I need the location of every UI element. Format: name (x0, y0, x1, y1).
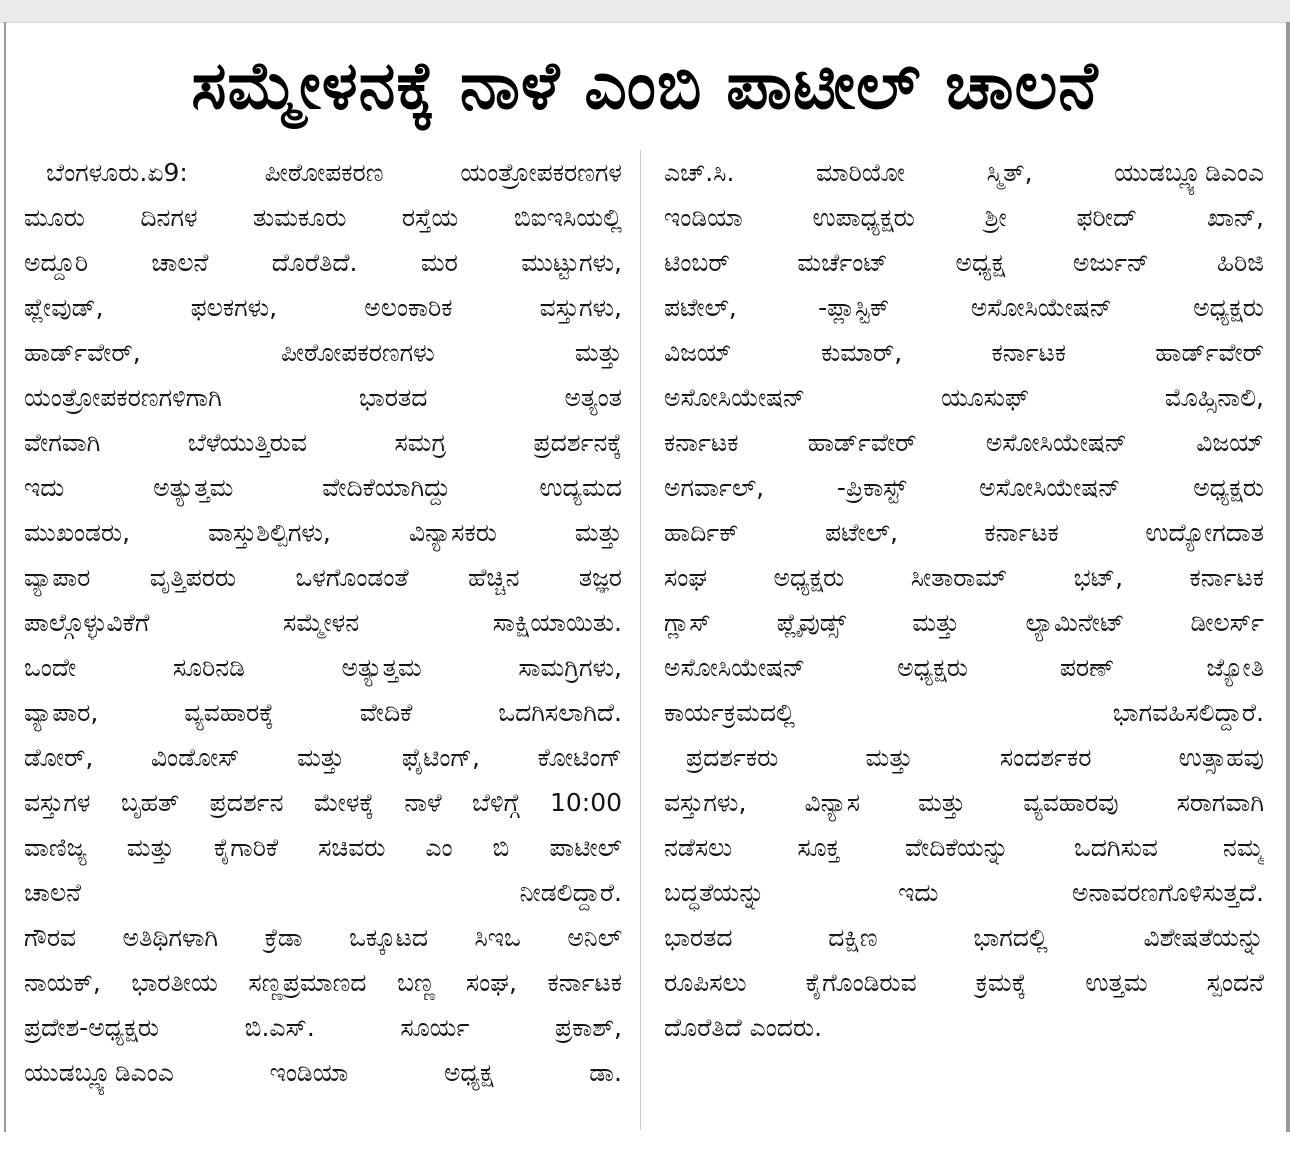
article-line: ಹಾರ್ದಿಕ್ ಪಟೇಲ್, ಕರ್ನಾಟಕ ಉದ್ಯೋಗದಾತ (664, 518, 1264, 547)
column-divider (640, 150, 641, 1130)
article-line: ಅದ್ದೂರಿ ಚಾಲನೆ ದೊರೆತಿದೆ. ಮರ ಮುಟ್ಟುಗಳು, (24, 248, 622, 277)
article-line: ಸಂಘ ಅಧ್ಯಕ್ಷರು ಸೀತಾರಾಮ್ ಭಟ್, ಕರ್ನಾಟಕ (664, 563, 1264, 592)
article-line: ವಾಣಿಜ್ಯ ಮತ್ತು ಕೈಗಾರಿಕೆ ಸಚಿವರು ಎಂ ಬಿ ಪಾಟೀಲ್ (24, 833, 622, 862)
article-line: ಪ್ರದರ್ಶಕರು ಮತ್ತು ಸಂದರ್ಶಕರ ಉತ್ಸಾಹವು (686, 743, 1264, 772)
article-line: ಯುಡಬ್ಲ್ಯೂಡಿಎಂಎ ಇಂಡಿಯಾ ಅಧ್ಯಕ್ಷ ಡಾ. (24, 1058, 622, 1087)
article-line: ಪಾಲ್ಗೊಳ್ಳುವಿಕೆಗೆ ಸಮ್ಮೇಳನ ಸಾಕ್ಷಿಯಾಯಿತು. (24, 608, 622, 637)
article-line: ಯಂತ್ರೋಪಕರಣಗಳಿಗಾಗಿ ಭಾರತದ ಅತ್ಯಂತ (24, 383, 622, 412)
article-line: ಒಂದೇ ಸೂರಿನಡಿ ಅತ್ಯುತ್ತಮ ಸಾಮಗ್ರಿಗಳು, (24, 653, 622, 682)
article-line: ಬದ್ಧತೆಯನ್ನು ಇದು ಅನಾವರಣಗೊಳಿಸುತ್ತದೆ. (664, 878, 1264, 907)
right-page-rule (1286, 22, 1290, 1132)
article-line: ವ್ಯಾಪಾರ, ವ್ಯವಹಾರಕ್ಕೆ ವೇದಿಕೆ ಒದಗಿಸಲಾಗಿದೆ. (24, 698, 622, 727)
article-line: ಅಸೋಸಿಯೇಷನ್ ಯೂಸುಫ್ ಮೊಹ್ಸಿನಾಲಿ, (664, 383, 1264, 412)
left-page-rule (4, 22, 6, 1132)
article-headline: ಸಮ್ಮೇಳನಕ್ಕೆ ನಾಳೆ ಎಂಬಿ ಪಾಟೀಲ್ ಚಾಲನೆ (191, 46, 1099, 124)
article-line: ವಸ್ತುಗಳ ಬೃಹತ್ ಪ್ರದರ್ಶನ ಮೇಳಕ್ಕೆ ನಾಳೆ ಬೆಳಿಗ್ಗೆ 10:00 (24, 788, 622, 817)
article-line: ಭಾರತದ ದಕ್ಷಿಣ ಭಾಗದಲ್ಲಿ ವಿಶೇಷತೆಯನ್ನು (664, 923, 1264, 952)
article-line: ವ್ಯಾಪಾರ ವೃತ್ತಿಪರರು ಒಳಗೊಂಡಂತೆ ಹೆಚ್ಚಿನ ತಜ್ಞರ (24, 563, 622, 592)
article-line: ನಡೆಸಲು ಸೂಕ್ತ ವೇದಿಕೆಯನ್ನು ಒದಗಿಸುವ ನಮ್ಮ (664, 833, 1264, 862)
article-line: ಮೂರು ದಿನಗಳ ತುಮಕೂರು ರಸ್ತೆಯ ಬಿಐಇಸಿಯಲ್ಲಿ (24, 203, 622, 232)
article-line: ವಿಜಯ್ ಕುಮಾರ್, ಕರ್ನಾಟಕ ಹಾರ್ಡ್‌ವೇರ್ (664, 338, 1264, 367)
article-line: ಪಟೇಲ್, -ಪ್ಲಾಸ್ಟಿಕ್ ಅಸೋಸಿಯೇಷನ್ ಅಧ್ಯಕ್ಷರು (664, 293, 1264, 322)
article-right-column (664, 150, 1264, 1130)
article-line: ಗ್ಲಾಸ್ ಪ್ಲೈವುಡ್ಸ್ ಮತ್ತು ಲ್ಯಾಮಿನೇಟ್ ಡೀಲರ್ಸ್ (664, 608, 1264, 637)
article-line: ಮುಖಂಡರು, ವಾಸ್ತುಶಿಲ್ಪಿಗಳು, ವಿನ್ಯಾಸಕರು ಮತ್ತು (24, 518, 622, 547)
article-line: ಗೌರವ ಅತಿಥಿಗಳಾಗಿ ಕ್ರೆಡಾ ಒಕ್ಕೂಟದ ಸಿಇಒ ಅನಿಲ್ (24, 923, 622, 952)
article-line: ದೊರೆತಿದೆ ಎಂದರು. (664, 1013, 823, 1042)
article-line: ಕರ್ನಾಟಕ ಹಾರ್ಡ್‌ವೇರ್ ಅಸೋಸಿಯೇಷನ್ ವಿಜಯ್ (664, 428, 1264, 457)
article-line: ಪ್ರದೇಶ-ಅಧ್ಯಕ್ಷರು ಬಿ.ಎಸ್. ಸೂರ್ಯ ಪ್ರಕಾಶ್, (24, 1013, 622, 1042)
article-line: ಚಾಲನೆ ನೀಡಲಿದ್ದಾರೆ. (24, 878, 622, 907)
article-line: ಅಗರ್ವಾಲ್, -ಪ್ರಿಕಾಸ್ಟ್ ಅಸೋಸಿಯೇಷನ್ ಅಧ್ಯಕ್ಷರು (664, 473, 1264, 502)
article-line: ವಸ್ತುಗಳು, ವಿನ್ಯಾಸ ಮತ್ತು ವ್ಯವಹಾರವು ಸರಾಗವಾಗಿ (664, 788, 1264, 817)
article-line: ಬೆಂಗಳೂರು.ಏ9: ಪೀಠೋಪಕರಣ ಯಂತ್ರೋಪಕರಣಗಳ (46, 158, 622, 187)
article-line: ಇದು ಅತ್ಯುತ್ತಮ ವೇದಿಕೆಯಾಗಿದ್ದು ಉದ್ಯಮದ (24, 473, 622, 502)
article-line: ವೇಗವಾಗಿ ಬೆಳೆಯುತ್ತಿರುವ ಸಮಗ್ರ ಪ್ರದರ್ಶನಕ್ಕೆ (24, 428, 622, 457)
article-line: ಅಸೋಸಿಯೇಷನ್ ಅಧ್ಯಕ್ಷರು ಪರಣ್ ಜ್ಯೋತಿ (664, 653, 1264, 682)
article-line: ಇಂಡಿಯಾ ಉಪಾಧ್ಯಕ್ಷರು ಶ್ರೀ ಫರೀದ್ ಖಾನ್, (664, 203, 1264, 232)
top-border-strip (0, 0, 1290, 23)
article-line: ಎಚ್.ಸಿ. ಮಾರಿಯೋ ಸ್ಮಿತ್, ಯುಡಬ್ಲ್ಯೂಡಿಎಂಎ (664, 158, 1264, 187)
article-line: ಟಿಂಬರ್ ಮರ್ಚೆಂಟ್ ಅಧ್ಯಕ್ಷ ಅರ್ಜುನ್ ಹಿರಿಜಿ (664, 248, 1264, 277)
article-line: ರೂಪಿಸಲು ಕೈಗೊಂಡಿರುವ ಕ್ರಮಕ್ಕೆ ಉತ್ತಮ ಸ್ಪಂದನೆ (664, 968, 1264, 997)
article-left-column (24, 150, 622, 1130)
article-line: ಡೋರ್, ವಿಂಡೋಸ್ ಮತ್ತು ಫೈಟಿಂಗ್, ಕೋಟಿಂಗ್ (24, 743, 622, 772)
article-line: ನಾಯಕ್, ಭಾರತೀಯ ಸಣ್ಣಪ್ರಮಾಣದ ಬಣ್ಣ ಸಂಘ, ಕರ್ನಾಟಕ (24, 968, 622, 997)
article-line: ಕಾರ್ಯಕ್ರಮದಲ್ಲಿ ಭಾಗವಹಿಸಲಿದ್ದಾರೆ. (664, 698, 1264, 727)
article-line: ಪ್ಲೇವುಡ್, ಫಲಕಗಳು, ಅಲಂಕಾರಿಕ ವಸ್ತುಗಳು, (24, 293, 622, 322)
bottom-margin (0, 1132, 1290, 1163)
article-line: ಹಾರ್ಡ್‌ವೇರ್, ಪೀಠೋಪಕರಣಗಳು ಮತ್ತು (24, 338, 622, 367)
